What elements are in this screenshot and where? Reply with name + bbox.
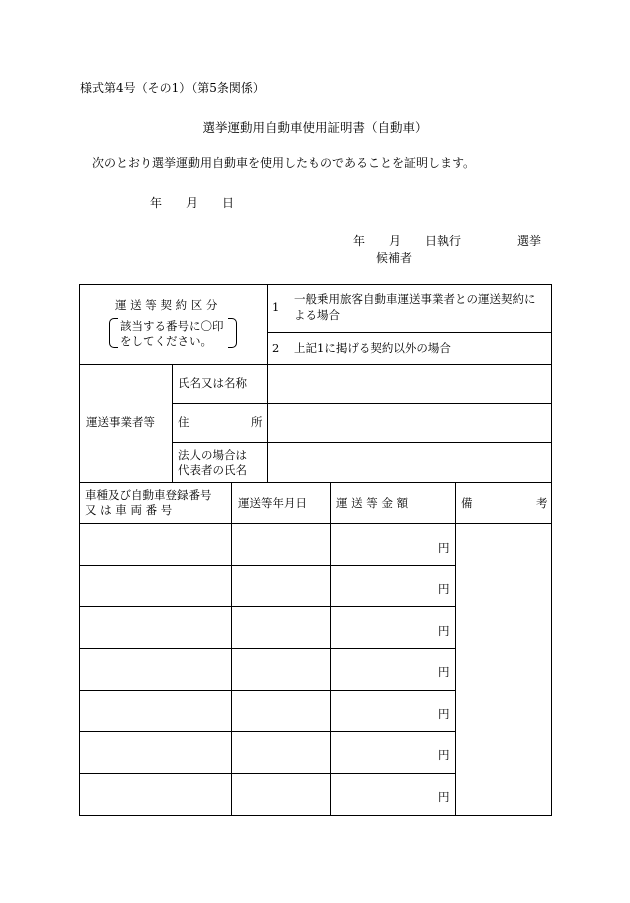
table-border-bottom	[79, 815, 552, 816]
vehicle-row-line	[79, 690, 456, 691]
amount-yen-unit: 円	[438, 624, 450, 638]
candidate-label: 候補者	[376, 251, 413, 265]
vehicle-row-line	[79, 565, 456, 566]
carrier-row-line-2	[172, 442, 552, 443]
table-border-left	[79, 284, 80, 816]
issue-year-label: 年	[150, 196, 163, 210]
table-border-right	[551, 284, 552, 816]
col-vehicle-header-line1: 車種及び自動車登録番号	[85, 488, 212, 502]
contract-note-line1: 該当する番号に〇印	[120, 319, 224, 333]
election-year-label: 年	[353, 234, 366, 248]
carrier-address-label-a: 住	[178, 415, 190, 429]
col-amount-header: 運 送 等 金 額	[336, 496, 409, 510]
vehicle-row-line	[79, 731, 456, 732]
certification-statement: 次のとおり選挙運動用自動車を使用したものであることを証明します。	[92, 156, 476, 170]
contract-option-1-number: 1	[272, 300, 280, 314]
issue-day-label: 日	[222, 196, 235, 210]
carrier-header: 運送事業者等	[86, 415, 155, 429]
carrier-name-label: 氏名又は名称	[178, 376, 247, 390]
vehicle-row-line	[79, 606, 456, 607]
vehicle-header-line	[79, 523, 552, 524]
vehicle-col-line-2	[330, 482, 331, 816]
issue-month-label: 月	[186, 196, 199, 210]
amount-yen-unit: 円	[438, 665, 450, 679]
amount-yen-unit: 円	[438, 582, 450, 596]
carrier-divider-b	[267, 364, 268, 482]
carrier-address-label-b: 所	[251, 415, 263, 429]
contract-option-1-line1: 一般乗用旅客自動車運送事業者との運送契約に	[294, 292, 536, 306]
amount-yen-unit: 円	[438, 748, 450, 762]
carrier-divider-a	[172, 364, 173, 482]
form-number: 様式第4号（その1）（第5条関係）	[80, 81, 265, 95]
contract-note-line2: をしてください。	[120, 334, 212, 348]
col-vehicle-header-line2: 又 は 車 両 番 号	[85, 503, 173, 517]
amount-yen-unit: 円	[438, 541, 450, 555]
contract-divider	[267, 284, 268, 364]
page-title: 選挙運動用自動車使用証明書（自動車）	[202, 120, 428, 135]
carrier-rep-label-line1: 法人の場合は	[178, 448, 247, 462]
vehicle-col-line-1	[231, 482, 232, 816]
carrier-rep-label-line2: 代表者の氏名	[178, 463, 247, 477]
vehicle-row-line	[79, 773, 456, 774]
contract-header: 運 送 等 契 約 区 分	[115, 298, 218, 312]
table-border-top	[79, 284, 552, 285]
col-remarks-header-a: 備	[461, 496, 473, 510]
contract-option-1-line2: よる場合	[294, 308, 340, 322]
carrier-row-line-1	[172, 403, 552, 404]
contract-option-2-line1: 上記1に掲げる契約以外の場合	[294, 341, 451, 355]
vehicle-row-line	[79, 648, 456, 649]
election-day-exec-label: 日執行	[425, 234, 462, 248]
amount-yen-unit: 円	[438, 707, 450, 721]
col-date-header: 運送等年月日	[238, 496, 307, 510]
amount-yen-unit: 円	[438, 790, 450, 804]
election-label: 選挙	[517, 234, 542, 248]
vehicle-col-line-3	[455, 482, 456, 816]
election-month-label: 月	[389, 234, 402, 248]
carrier-bottom-line	[79, 482, 552, 483]
contract-option-2-number: 2	[272, 341, 280, 355]
col-remarks-header-b: 考	[536, 496, 548, 510]
contract-bottom-line	[79, 364, 552, 365]
contract-option-divider	[267, 332, 552, 333]
